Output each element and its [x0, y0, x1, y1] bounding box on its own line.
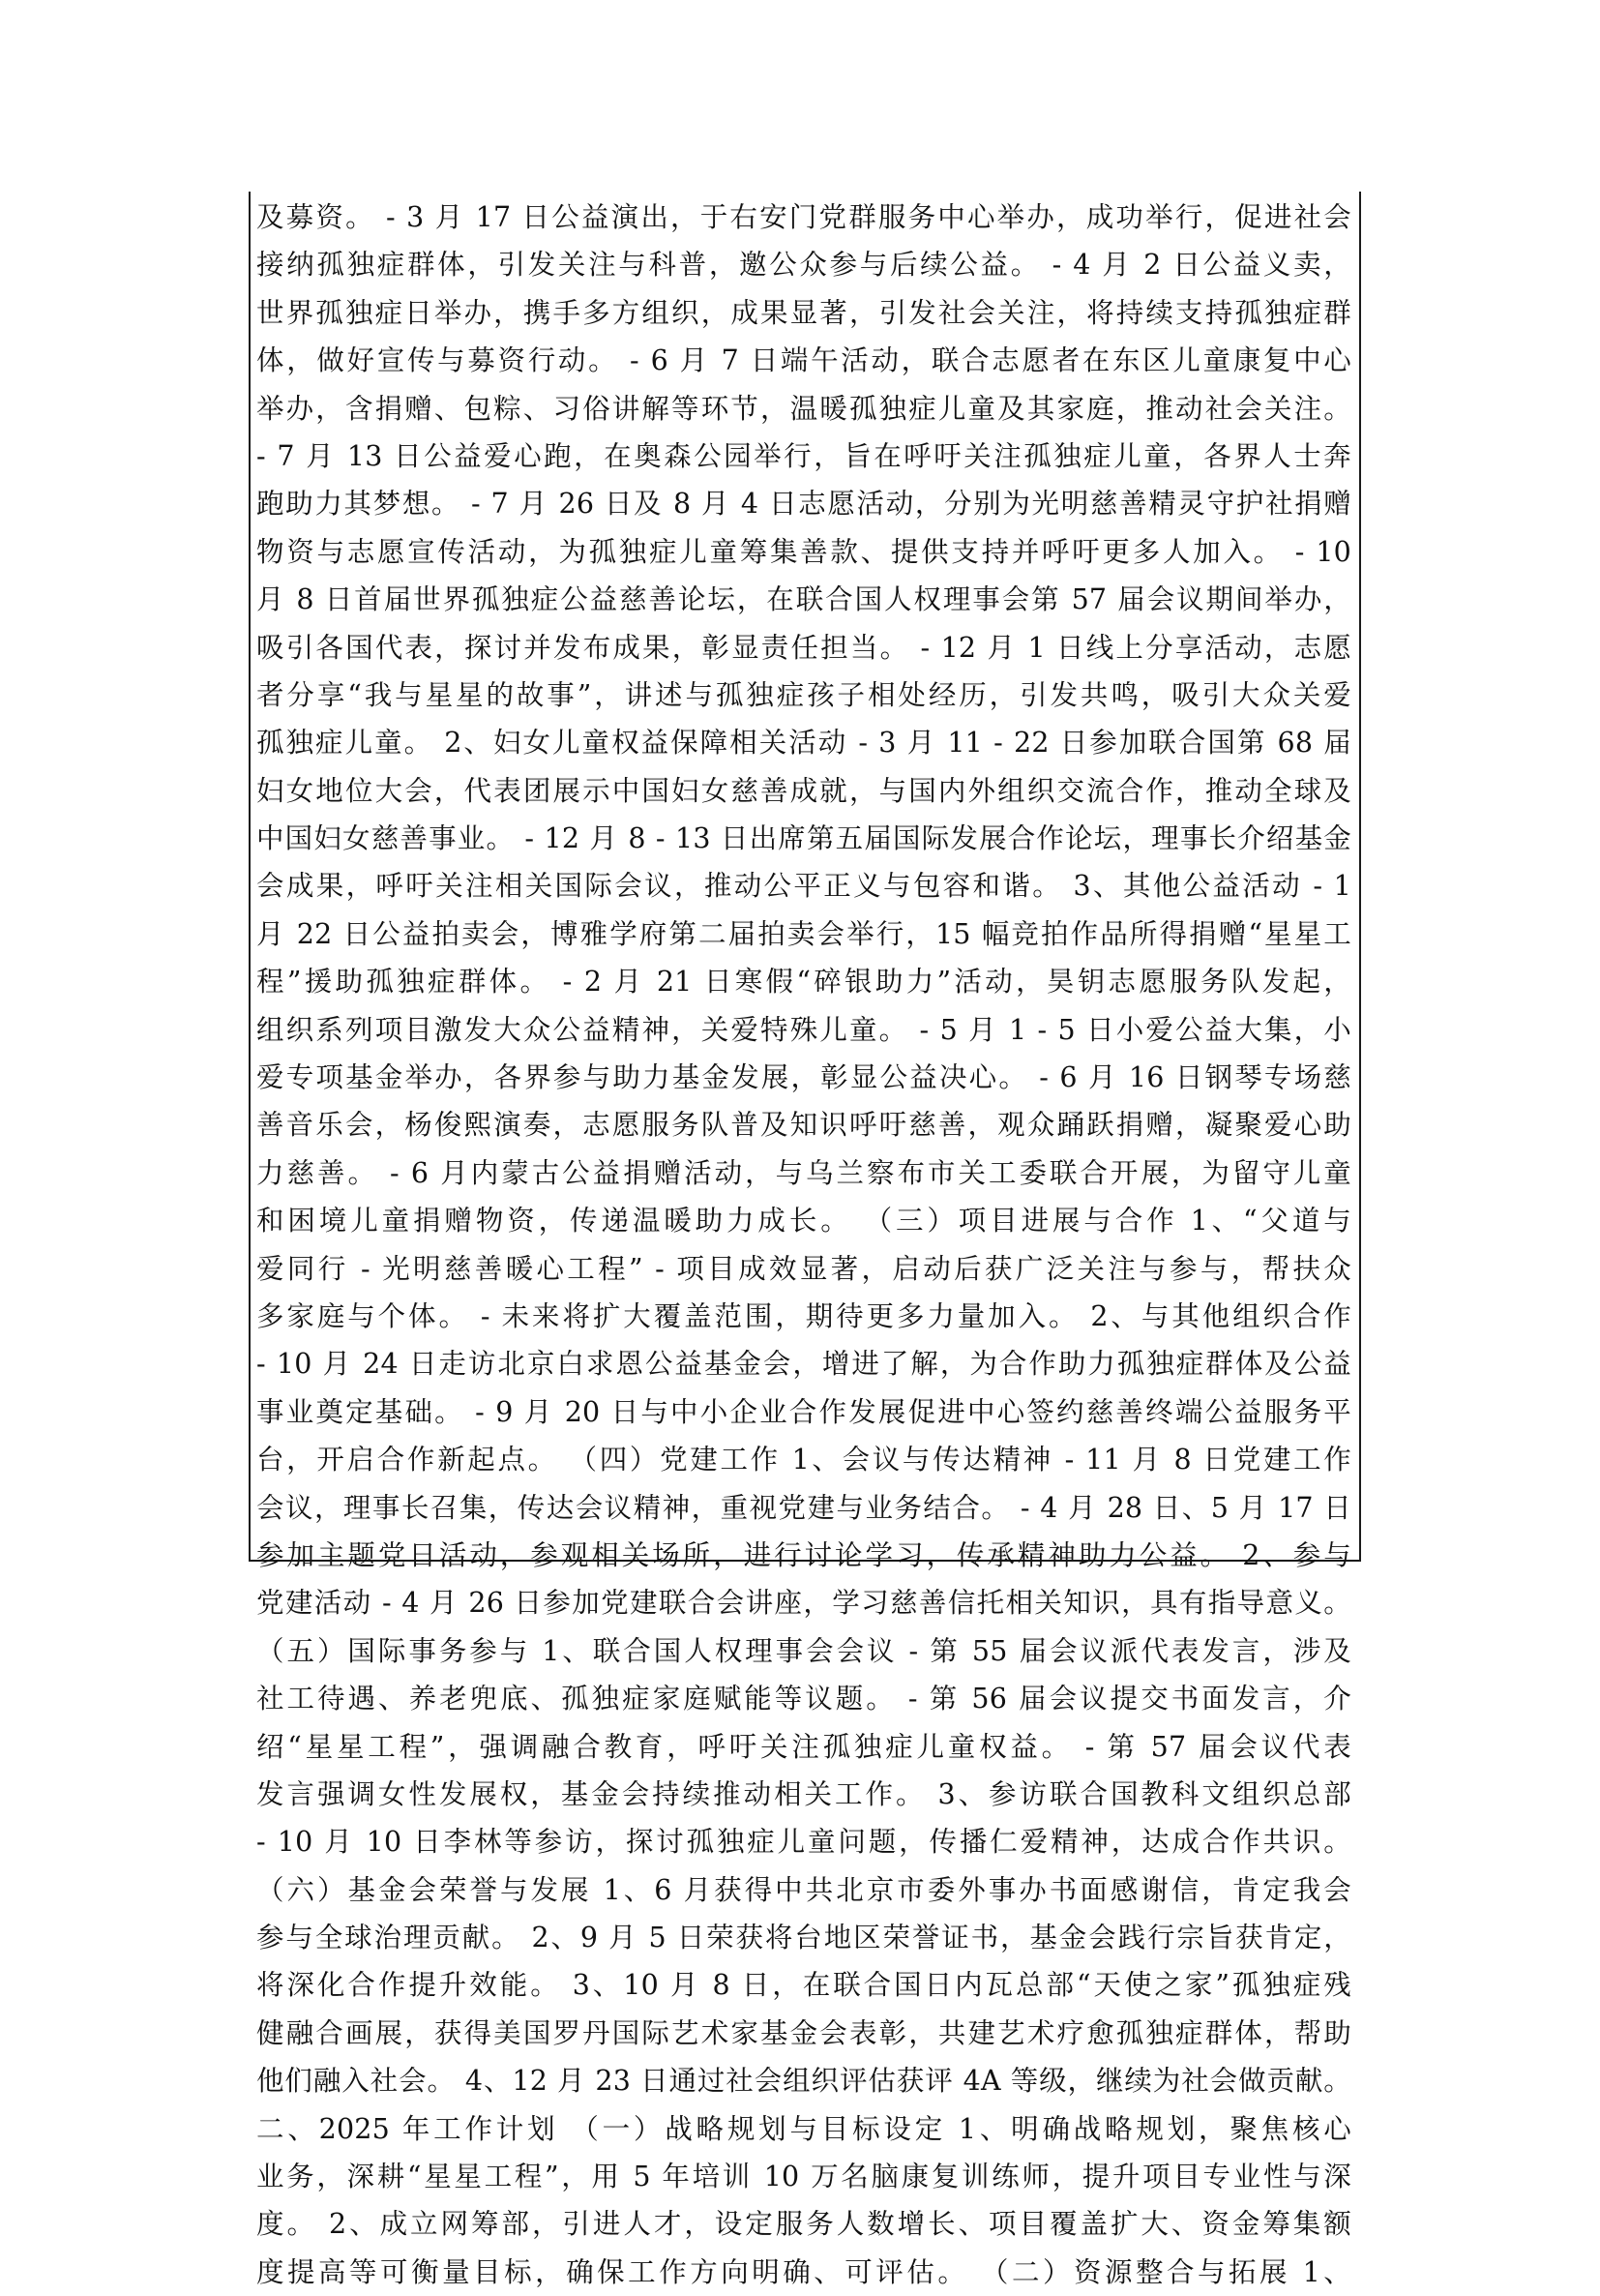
text-line: 健融合画展，获得美国罗丹国际艺术家基金会表彰，共建艺术疗愈孤独症群体，帮助: [256, 2016, 1351, 2049]
text-line: 月 8 日首届世界孤独症公益慈善论坛，在联合国人权理事会第 57 届会议期间举办，: [256, 583, 1351, 616]
text-line: 台，开启合作新起点。 （四）党建工作 1、会议与传达精神 - 11 月 8 日党建工作: [256, 1444, 1351, 1476]
text-line: 妇女地位大会，代表团展示中国妇女慈善成就，与国内外组织交流合作，推动全球及: [256, 774, 1351, 807]
text-line: 举办，含捐赠、包粽、习俗讲解等环节，温暖孤独症儿童及其家庭，推动社会关注。: [256, 392, 1351, 425]
text-line: - 7 月 13 日公益爱心跑，在奥森公园举行，旨在呼吁关注孤独症儿童，各界人士奔: [256, 439, 1351, 472]
text-line: 二、2025 年工作计划 （一）战略规划与目标设定 1、明确战略规划，聚焦核心: [256, 2112, 1351, 2145]
document-body: [249, 194, 1361, 2296]
text-line: 发言强调女性发展权，基金会持续推动相关工作。 3、参访联合国教科文组织总部: [256, 1777, 1351, 1810]
text-line: （六）基金会荣誉与发展 1、6 月获得中共北京市委外事办书面感谢信，肯定我会: [256, 1873, 1351, 1906]
text-line: 孤独症儿童。 2、妇女儿童权益保障相关活动 - 3 月 11 - 22 日参加联合国第 68 届: [256, 727, 1351, 760]
text-line: 跑助力其梦想。 - 7 月 26 日及 8 月 4 日志愿活动，分别为光明慈善精灵守护社捐赠: [256, 488, 1351, 521]
text-line: 吸引各国代表，探讨并发布成果，彰显责任担当。 - 12 月 1 日线上分享活动，志愿: [256, 631, 1351, 664]
text-line: 度。 2、成立网筹部，引进人才，设定服务人数增长、项目覆盖扩大、资金筹集额: [256, 2208, 1351, 2241]
text-line: 事业奠定基础。 - 9 月 20 日与中小企业合作发展促进中心签约慈善终端公益服务平: [256, 1395, 1351, 1428]
text-line: 物资与志愿宣传活动，为孤独症儿童筹集善款、提供支持并呼吁更多人加入。 - 10: [256, 535, 1351, 568]
text-line: 中国妇女慈善事业。 - 12 月 8 - 13 日出席第五届国际发展合作论坛，理事长介绍基金: [256, 822, 1351, 855]
text-line: 参加主题党日活动，参观相关场所，进行讨论学习，传承精神助力公益。 2、参与: [256, 1538, 1351, 1571]
text-line: - 10 月 24 日走访北京白求恩公益基金会，增进了解，为合作助力孤独症群体及公益: [256, 1348, 1351, 1381]
text-line: 组织系列项目激发大众公益精神，关爱特殊儿童。 - 5 月 1 - 5 日小爱公益大集，小: [256, 1013, 1351, 1046]
text-line: 体，做好宣传与募资行动。 - 6 月 7 日端午活动，联合志愿者在东区儿童康复中心: [256, 344, 1351, 377]
text-line: 会成果，呼吁关注相关国际会议，推动公平正义与包容和谐。 3、其他公益活动 - 1: [256, 870, 1351, 903]
text-line: 会议，理事长召集，传达会议精神，重视党建与业务结合。 - 4 月 28 日、5 月 17 日: [256, 1491, 1351, 1524]
text-line: 爱同行 - 光明慈善暖心工程” - 项目成效显著，启动后获广泛关注与参与，帮扶众: [256, 1252, 1351, 1285]
text-line: 接纳孤独症群体，引发关注与科普，邀公众参与后续公益。 - 4 月 2 日公益义卖，: [256, 249, 1351, 282]
text-line: 爱专项基金举办，各界参与助力基金发展，彰显公益决心。 - 6 月 16 日钢琴专场慈: [256, 1061, 1351, 1094]
text-line: - 10 月 10 日李林等参访，探讨孤独症儿童问题，传播仁爱精神，达成合作共识。: [256, 1826, 1351, 1859]
text-line: 度提高等可衡量目标，确保工作方向明确、可评估。 （二）资源整合与拓展 1、: [256, 2255, 1351, 2288]
text-line: 绍“星星工程”，强调融合教育，呼吁关注孤独症儿童权益。 - 第 57 届会议代表: [256, 1730, 1351, 1763]
text-line: 他们融入社会。 4、12 月 23 日通过社会组织评估获评 4A 等级，继续为社会做贡献。: [256, 2065, 1351, 2098]
text-line: 业务，深耕“星星工程”，用 5 年培训 10 万名脑康复训练师，提升项目专业性与深: [256, 2161, 1351, 2193]
text-line: 力慈善。 - 6 月内蒙古公益捐赠活动，与乌兰察布市关工委联合开展，为留守儿童: [256, 1156, 1351, 1189]
text-line: 者分享“我与星星的故事”，讲述与孤独症孩子相处经历，引发共鸣，吸引大众关爱: [256, 678, 1351, 711]
text-line: 善音乐会，杨俊熙演奏，志愿服务队普及知识呼吁慈善，观众踊跃捐赠，凝聚爱心助: [256, 1109, 1351, 1142]
text-line: 将深化合作提升效能。 3、10 月 8 日，在联合国日内瓦总部“天使之家”孤独症残: [256, 1969, 1351, 2002]
text-line: 党建活动 - 4 月 26 日参加党建联合会讲座，学习慈善信托相关知识，具有指导意义。: [256, 1587, 1351, 1620]
text-line: 世界孤独症日举办，携手多方组织，成果显著，引发社会关注，将持续支持孤独症群: [256, 296, 1351, 329]
text-line: 参与全球治理贡献。 2、9 月 5 日荣获将台地区荣誉证书，基金会践行宗旨获肯定，: [256, 1922, 1351, 1954]
text-line: （五）国际事务参与 1、联合国人权理事会会议 - 第 55 届会议派代表发言，涉及: [256, 1634, 1351, 1667]
text-line: 多家庭与个体。 - 未来将扩大覆盖范围，期待更多力量加入。 2、与其他组织合作: [256, 1299, 1351, 1332]
text-line: 月 22 日公益拍卖会，博雅学府第二届拍卖会举行，15 幅竞拍作品所得捐赠“星星工: [256, 917, 1351, 950]
text-line: 及募资。 - 3 月 17 日公益演出，于右安门党群服务中心举办，成功举行，促进社会: [256, 201, 1351, 233]
text-line: 和困境儿童捐赠物资，传递温暖助力成长。 （三）项目进展与合作 1、“父道与: [256, 1205, 1351, 1237]
text-line: 程”援助孤独症群体。 - 2 月 21 日寒假“碎银助力”活动，昊钥志愿服务队发起，: [256, 966, 1351, 999]
text-line: 社工待遇、养老兜底、孤独症家庭赋能等议题。 - 第 56 届会议提交书面发言，介: [256, 1683, 1351, 1715]
